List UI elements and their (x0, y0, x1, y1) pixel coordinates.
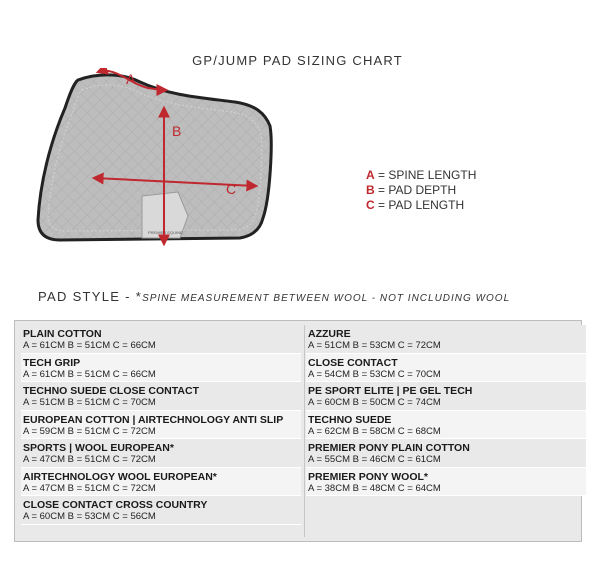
pad-row: TECH GRIP A = 61CM B = 51CM C = 66CM (21, 354, 301, 383)
column-divider (304, 325, 305, 537)
pad-row: CLOSE CONTACT CROSS COUNTRY A = 60CM B = 53CM C = 56CM (21, 496, 301, 525)
saddle-pad-diagram (30, 68, 320, 253)
legend-row-b: B = PAD DEPTH (366, 183, 457, 197)
page-title: GP/JUMP PAD SIZING CHART (192, 53, 403, 68)
label-a: A (126, 71, 136, 87)
left-column (21, 325, 301, 525)
pad-row: EUROPEAN COTTON | AIRTECHNOLOGY ANTI SLIP A = 59CM B = 51CM C = 72CM (21, 411, 301, 440)
legend-row-a: A = SPINE LENGTH (366, 168, 477, 182)
pad-row: TECHNO SUEDE A = 62CM B = 58CM C = 68CM (306, 411, 586, 440)
pad-row: PREMIER PONY WOOL* A = 38CM B = 48CM C = 64CM (306, 468, 586, 497)
right-column (306, 325, 586, 496)
pad-row: TECHNO SUEDE CLOSE CONTACT A = 51CM B = 51CM C = 70CM (21, 382, 301, 411)
sizing-table (14, 320, 582, 542)
spine-note: SPINE MEASUREMENT BETWEEN WOOL - NOT INCLUDING WOOL (142, 293, 511, 304)
pad-row: PLAIN COTTON A = 61CM B = 51CM C = 66CM (21, 325, 301, 354)
pad-row: CLOSE CONTACT A = 54CM B = 53CM C = 70CM (306, 354, 586, 383)
legend-row-c: C = PAD LENGTH (366, 198, 465, 212)
pad-row: AIRTECHNOLOGY WOOL EUROPEAN* A = 47CM B = 51CM C = 72CM (21, 468, 301, 497)
label-b: B (172, 123, 182, 139)
measurement-legend (366, 168, 476, 213)
pad-style-heading: PAD STYLE - *SPINE MEASUREMENT BETWEEN WOOL - NOT INCLUDING WOOL (38, 289, 511, 304)
pad-row: AZZURE A = 51CM B = 53CM C = 72CM (306, 325, 586, 354)
label-c: C (226, 181, 237, 197)
pad-row: PE SPORT ELITE | PE GEL TECH A = 60CM B = 50CM C = 74CM (306, 382, 586, 411)
brand-tag: PREMIER EQUINE (148, 230, 183, 235)
pad-row: SPORTS | WOOL EUROPEAN* A = 47CM B = 51CM C = 72CM (21, 439, 301, 468)
pad-row: PREMIER PONY PLAIN COTTON A = 55CM B = 46CM C = 61CM (306, 439, 586, 468)
